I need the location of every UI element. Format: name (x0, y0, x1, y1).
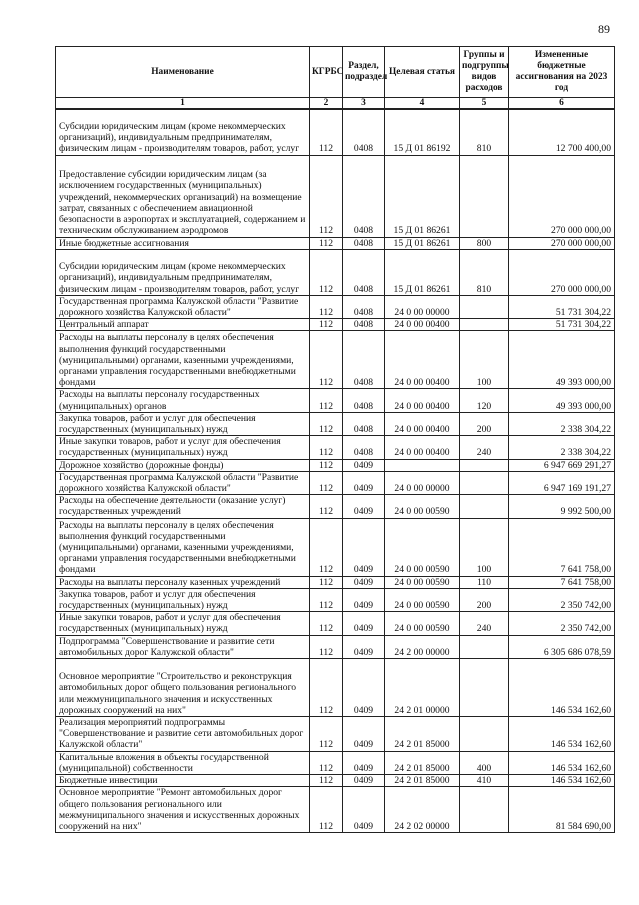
row-kgrbs: 112 (310, 295, 343, 318)
row-section: 0408 (343, 319, 385, 331)
row-group (460, 295, 509, 318)
table-row (56, 774, 615, 786)
row-amount: 9 992 500,00 (509, 495, 615, 518)
row-amount: 51 731 304,22 (509, 295, 615, 318)
row-target: 24 0 00 00000 (385, 295, 460, 318)
table-header-row (56, 47, 615, 98)
row-name: Реализация мероприятий подпрограммы "Совершенствование и развитие сети автомобильных дорог Калужской области" (56, 716, 310, 751)
row-target: 24 2 01 85000 (385, 774, 460, 786)
row-section: 0408 (343, 109, 385, 155)
row-target: 24 0 00 00590 (385, 612, 460, 635)
row-section: 0409 (343, 635, 385, 658)
row-section: 0409 (343, 471, 385, 494)
row-kgrbs: 112 (310, 612, 343, 635)
row-group (460, 319, 509, 331)
row-kgrbs: 112 (310, 658, 343, 716)
row-amount: 2 338 304,22 (509, 436, 615, 459)
col-number: 4 (385, 98, 460, 110)
row-group: 410 (460, 774, 509, 786)
row-name: Подпрограмма "Совершенствование и развитие сети автомобильных дорог Калужской области" (56, 635, 310, 658)
row-kgrbs: 112 (310, 495, 343, 518)
row-kgrbs: 112 (310, 518, 343, 576)
row-group (460, 471, 509, 494)
row-name: Расходы на выплаты персоналу в целях обеспечения выполнения функций государственными (муниципальными) органами, казенными учреждениями, органами управления государственными внебюджетными фондами (56, 518, 310, 576)
row-kgrbs: 112 (310, 331, 343, 389)
row-target: 24 2 01 85000 (385, 716, 460, 751)
row-kgrbs: 112 (310, 716, 343, 751)
table-row (56, 237, 615, 249)
row-group: 110 (460, 576, 509, 588)
row-section: 0409 (343, 459, 385, 471)
col-header-name: Наименование (56, 47, 310, 98)
row-amount: 6 947 169 191,27 (509, 471, 615, 494)
row-kgrbs: 112 (310, 109, 343, 155)
row-amount: 2 350 742,00 (509, 588, 615, 611)
col-header-kgrbs: КГРБС (310, 47, 343, 98)
row-name: Расходы на выплаты персоналу казенных учреждений (56, 576, 310, 588)
row-group: 240 (460, 436, 509, 459)
row-section: 0408 (343, 389, 385, 412)
row-section: 0408 (343, 295, 385, 318)
table-body (56, 109, 615, 833)
col-header-amount: Измененные бюджетные ассигнования на 2023 год (509, 47, 615, 98)
row-section: 0409 (343, 518, 385, 576)
row-amount: 146 534 162,60 (509, 774, 615, 786)
row-section: 0409 (343, 588, 385, 611)
row-target: 24 0 00 00590 (385, 518, 460, 576)
row-section: 0408 (343, 155, 385, 237)
row-name: Государственная программа Калужской области "Развитие дорожного хозяйства Калужской области" (56, 295, 310, 318)
table-row (56, 612, 615, 635)
table-row (56, 588, 615, 611)
row-amount: 12 700 400,00 (509, 109, 615, 155)
row-group: 810 (460, 249, 509, 295)
row-name: Субсидии юридическим лицам (кроме некоммерческих организаций), индивидуальным предпринимателям, физическим лицам - производителям товаров, работ, услуг (56, 109, 310, 155)
row-target: 24 0 00 00400 (385, 319, 460, 331)
row-group: 200 (460, 588, 509, 611)
table-row (56, 471, 615, 494)
row-kgrbs: 112 (310, 412, 343, 435)
table-row (56, 412, 615, 435)
col-header-section: Раздел, подраздел (343, 47, 385, 98)
row-kgrbs: 112 (310, 576, 343, 588)
row-kgrbs: 112 (310, 787, 343, 833)
row-amount: 7 641 758,00 (509, 576, 615, 588)
row-target: 24 2 00 00000 (385, 635, 460, 658)
row-group: 810 (460, 109, 509, 155)
row-target: 24 0 00 00590 (385, 576, 460, 588)
row-target: 24 0 00 00590 (385, 495, 460, 518)
row-section: 0409 (343, 751, 385, 774)
row-name: Закупка товаров, работ и услуг для обеспечения государственных (муниципальных) нужд (56, 412, 310, 435)
row-target: 24 0 00 00400 (385, 436, 460, 459)
row-kgrbs: 112 (310, 635, 343, 658)
table-row (56, 155, 615, 237)
table-row (56, 109, 615, 155)
col-number: 1 (56, 98, 310, 110)
row-kgrbs: 112 (310, 436, 343, 459)
table-row (56, 787, 615, 833)
row-group: 120 (460, 389, 509, 412)
row-name: Основное мероприятие "Строительство и реконструкция автомобильных дорог общего пользования регионального или межмуниципального значения и искусственных дорожных сооружений на них" (56, 658, 310, 716)
row-amount: 51 731 304,22 (509, 319, 615, 331)
row-name: Расходы на обеспечение деятельности (оказание услуг) государственных учреждений (56, 495, 310, 518)
row-section: 0408 (343, 249, 385, 295)
row-amount: 81 584 690,00 (509, 787, 615, 833)
row-group: 100 (460, 331, 509, 389)
row-section: 0408 (343, 237, 385, 249)
table-row (56, 459, 615, 471)
col-number: 3 (343, 98, 385, 110)
row-amount: 49 393 000,00 (509, 331, 615, 389)
col-header-target: Целевая статья (385, 47, 460, 98)
row-target: 24 2 01 85000 (385, 751, 460, 774)
row-section: 0408 (343, 412, 385, 435)
table-row (56, 295, 615, 318)
row-name: Расходы на выплаты персоналу государственных (муниципальных) органов (56, 389, 310, 412)
row-kgrbs: 112 (310, 774, 343, 786)
row-name: Основное мероприятие "Ремонт автомобильных дорог общего пользования регионального или межмуниципального значения и искусственных дорожных сооружений на них" (56, 787, 310, 833)
row-name: Закупка товаров, работ и услуг для обеспечения государственных (муниципальных) нужд (56, 588, 310, 611)
row-section: 0409 (343, 495, 385, 518)
row-kgrbs: 112 (310, 389, 343, 412)
table-row (56, 389, 615, 412)
row-amount: 6 947 669 291,27 (509, 459, 615, 471)
row-group: 240 (460, 612, 509, 635)
col-header-group: Группы и подгруппы видов расходов (460, 47, 509, 98)
row-name: Иные закупки товаров, работ и услуг для обеспечения государственных (муниципальных) нужд (56, 612, 310, 635)
table-row (56, 751, 615, 774)
row-target: 15 Д 01 86261 (385, 237, 460, 249)
row-group (460, 658, 509, 716)
row-name: Центральный аппарат (56, 319, 310, 331)
row-target: 15 Д 01 86192 (385, 109, 460, 155)
row-group (460, 635, 509, 658)
table-row (56, 495, 615, 518)
col-number: 6 (509, 98, 615, 110)
row-amount: 2 338 304,22 (509, 412, 615, 435)
row-section: 0408 (343, 331, 385, 389)
row-section: 0409 (343, 576, 385, 588)
row-target: 24 0 00 00400 (385, 389, 460, 412)
row-amount: 270 000 000,00 (509, 249, 615, 295)
row-amount: 146 534 162,60 (509, 716, 615, 751)
row-group (460, 459, 509, 471)
row-kgrbs: 112 (310, 588, 343, 611)
table-row (56, 716, 615, 751)
row-section: 0408 (343, 436, 385, 459)
row-target: 24 2 01 00000 (385, 658, 460, 716)
row-target: 24 0 00 00590 (385, 588, 460, 611)
table-row (56, 635, 615, 658)
table-row (56, 576, 615, 588)
row-target: 24 0 00 00000 (385, 471, 460, 494)
row-amount: 146 534 162,60 (509, 658, 615, 716)
row-kgrbs: 112 (310, 249, 343, 295)
table-row (56, 331, 615, 389)
row-amount: 49 393 000,00 (509, 389, 615, 412)
row-kgrbs: 112 (310, 155, 343, 237)
row-group: 800 (460, 237, 509, 249)
row-kgrbs: 112 (310, 319, 343, 331)
row-section: 0409 (343, 658, 385, 716)
row-section: 0409 (343, 612, 385, 635)
row-group (460, 495, 509, 518)
row-kgrbs: 112 (310, 471, 343, 494)
row-amount: 2 350 742,00 (509, 612, 615, 635)
table-row (56, 319, 615, 331)
row-target: 24 0 00 00400 (385, 412, 460, 435)
row-amount: 270 000 000,00 (509, 155, 615, 237)
row-kgrbs: 112 (310, 459, 343, 471)
column-number-row (56, 98, 615, 110)
row-name: Капитальные вложения в объекты государственной (муниципальной) собственности (56, 751, 310, 774)
row-name: Расходы на выплаты персоналу в целях обеспечения выполнения функций государственными (муниципальными) органами, казенными учреждениями, органами управления государственными внебюджетными фондами (56, 331, 310, 389)
col-number: 2 (310, 98, 343, 110)
row-target: 15 Д 01 86261 (385, 249, 460, 295)
row-kgrbs: 112 (310, 237, 343, 249)
row-target: 24 2 02 00000 (385, 787, 460, 833)
row-name: Предоставление субсидии юридическим лицам (за исключением государственных (муниципальных) учреждений, некоммерческих организаций) на возмещение затрат, связанных с обеспечением авиационной безопасности в аэропортах и эксплуатацией, содержанием и техническим обслуживанием аэродромов (56, 155, 310, 237)
col-number: 5 (460, 98, 509, 110)
row-section: 0409 (343, 774, 385, 786)
row-section: 0409 (343, 787, 385, 833)
row-group: 200 (460, 412, 509, 435)
row-amount: 6 305 686 078,59 (509, 635, 615, 658)
table-row (56, 436, 615, 459)
row-name: Субсидии юридическим лицам (кроме некоммерческих организаций), индивидуальным предпринимателям, физическим лицам - производителям товаров, работ, услуг (56, 249, 310, 295)
row-group (460, 787, 509, 833)
table-row (56, 518, 615, 576)
row-group (460, 155, 509, 237)
row-amount: 7 641 758,00 (509, 518, 615, 576)
row-name: Иные закупки товаров, работ и услуг для обеспечения государственных (муниципальных) нужд (56, 436, 310, 459)
page-number: 89 (598, 22, 610, 36)
row-name: Иные бюджетные ассигнования (56, 237, 310, 249)
table-row (56, 249, 615, 295)
row-name: Государственная программа Калужской области "Развитие дорожного хозяйства Калужской области" (56, 471, 310, 494)
row-target (385, 459, 460, 471)
row-group: 100 (460, 518, 509, 576)
row-section: 0409 (343, 716, 385, 751)
table-row (56, 658, 615, 716)
row-name: Дорожное хозяйство (дорожные фонды) (56, 459, 310, 471)
row-amount: 270 000 000,00 (509, 237, 615, 249)
row-amount: 146 534 162,60 (509, 751, 615, 774)
row-kgrbs: 112 (310, 751, 343, 774)
row-target: 24 0 00 00400 (385, 331, 460, 389)
budget-table (55, 46, 615, 833)
row-target: 15 Д 01 86261 (385, 155, 460, 237)
row-name: Бюджетные инвестиции (56, 774, 310, 786)
row-group: 400 (460, 751, 509, 774)
row-group (460, 716, 509, 751)
